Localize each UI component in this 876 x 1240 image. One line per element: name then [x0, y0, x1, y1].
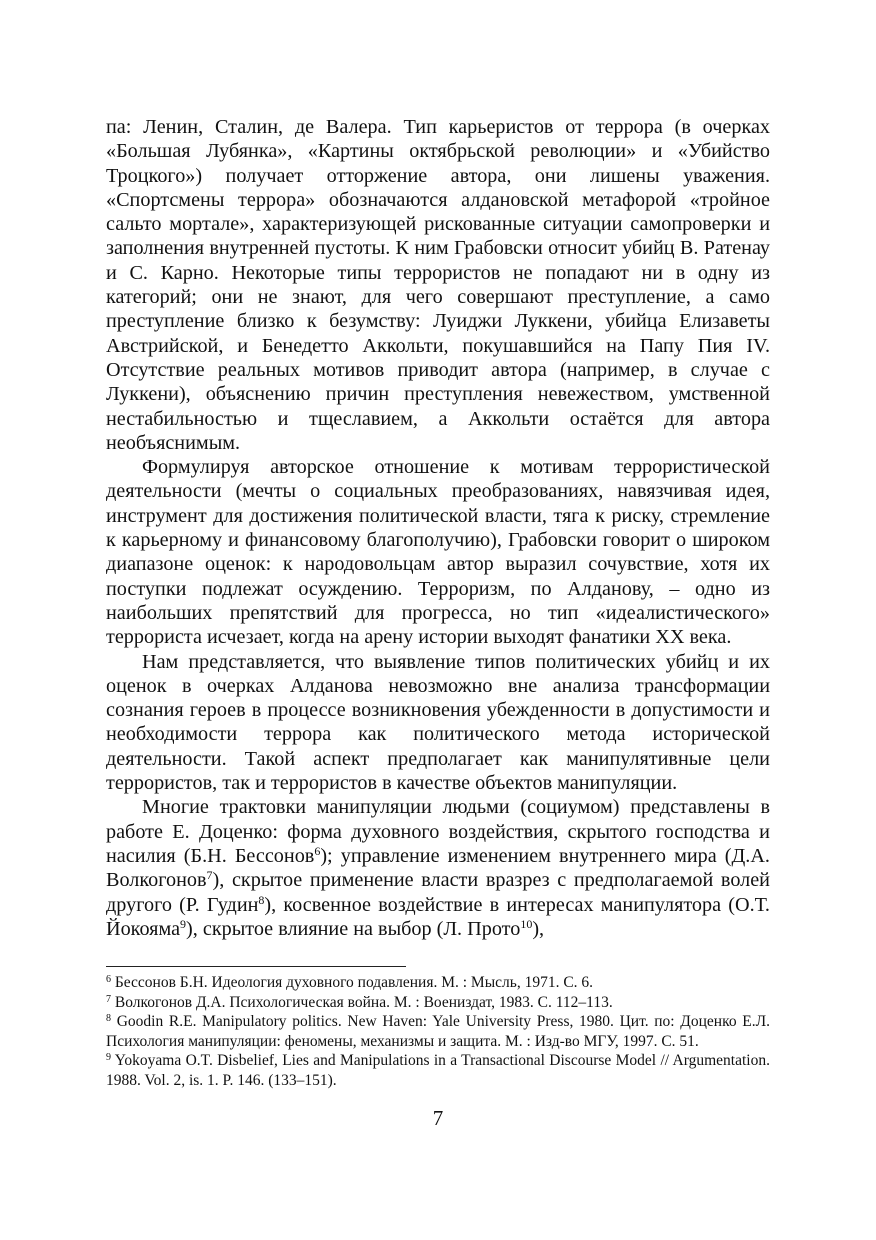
paragraph-4-text-e: ), скрытое влияние на выбор (Л. Прото	[186, 917, 521, 940]
paragraph-4	[106, 795, 770, 941]
footnote-ref-8[interactable]: 8	[258, 892, 265, 907]
paragraph-4-text-c: ), скрытое применение власти вразрез с предполагаемой волей другого (Р. Гудин	[106, 869, 770, 916]
paragraph-4-text-b: ); управление изменением внутреннего мира (Д.А. Волкогонов	[106, 844, 770, 892]
footnotes	[106, 973, 770, 1090]
paragraph-2: Формулируя авторское отношение к мотивам террористической деятельности (мечты о социальных преобразованиях, навязчивая идея, инструмент для достижения политической власти, тяга к риску, стремление к карьерному и финансовому благополучию), Грабовски говорит о широком диапазоне оценок: к народовольцам автор выразил сочувствие, хотя их поступки подлежат осуждению. Терроризм, по Алданову, – одно из наибольших препятствий для прогресса, но тип «идеалистического» террориста исчезает, когда на арену истории выходят фанатики XX века.	[106, 456, 770, 649]
footnote	[106, 1012, 770, 1051]
footnote-ref-6[interactable]: 6	[314, 843, 321, 858]
page-content	[106, 115, 770, 1090]
footnote-number: 8	[106, 1013, 111, 1025]
footnote-number: 9	[106, 1052, 111, 1064]
page-number: 7	[432, 1106, 444, 1130]
footnote	[106, 993, 770, 1013]
footnote-ref-7[interactable]: 7	[206, 868, 213, 883]
footnote-text: Волкогонов Д.А. Психологическая война. М. : Воениздат, 1983. С. 112–113.	[114, 993, 613, 1011]
footnote-divider	[106, 966, 406, 967]
paragraph-4-text-d: ), косвенное воздействие в интересах манипулятора (О.Т. Йокояма	[106, 893, 770, 940]
paragraph-4-text-a: Многие трактовки манипуляции людьми (социумом) представлены в работе Е. Доценко: форма духовного воздействия, скрытого господства и насилия (Б.Н. Бессонов	[106, 796, 770, 867]
paragraph-1: па: Ленин, Сталин, де Валера. Тип карьеристов от террора (в очерках «Большая Лубянка», «Картины октябрьской революции» и «Убийство Троцкого») получает отторжение автора, они лишены уважения. «Спортсмены террора» обозначаются алдановской метафорой «тройное сальто мортале», характеризующей рискованные ситуации самопроверки и заполнения внутренней пустоты. К ним Грабовски относит убийц В. Ратенау и С. Карно. Некоторые типы террористов не попадают ни в одну из категорий; они не знают, для чего совершают преступление, а само преступление близко к безумству: Луиджи Луккени, убийца Елизаветы Австрийской, и Бенедетто Аккольти, покушавшийся на Папу Пия IV. Отсутствие реальных мотивов приводит автора (например, в случае с Луккени), объяснению причин преступления невежеством, умственной нестабильностью и тщеславием, а Аккольти остаётся для автора необъяснимым.	[106, 116, 770, 454]
footnote-text: Yokoyama O.T. Disbelief, Lies and Manipulations in a Transactional Discourse Model // Argumentation. 1988. Vol. 2, is. 1. P. 146. (133–151).	[106, 1052, 770, 1089]
footnote-ref-9[interactable]: 9	[180, 916, 187, 931]
footnote	[106, 1051, 770, 1090]
paragraph-3: Нам представляется, что выявление типов политических убийц и их оценок в очерках Алданова невозможно вне анализа трансформации сознания героев в процессе возникновения убежденности в допустимости и необходимости террора как политического метода исторической деятельности. Такой аспект предполагает как манипулятивные цели террористов, так и террористов в качестве объектов манипуляции.	[106, 650, 770, 795]
footnote-text: Бессонов Б.Н. Идеология духовного подавления. М. : Мысль, 1971. С. 6.	[114, 974, 594, 992]
footnote-number: 6	[106, 974, 111, 986]
footnote-text: Goodin R.E. Manipulatory politics. New Haven: Yale University Press, 1980. Цит. по: Доценко Е.Л. Психология манипуляции: феномены, механизмы и защита. М. : Изд-во МГУ, 1997. С. 51.	[106, 1013, 771, 1050]
footnote	[106, 973, 770, 993]
footnote-number: 7	[106, 993, 111, 1005]
paragraph-4-text-f: ),	[532, 917, 545, 940]
footnote-ref-10[interactable]: 10	[520, 916, 533, 931]
body-text	[106, 115, 770, 941]
